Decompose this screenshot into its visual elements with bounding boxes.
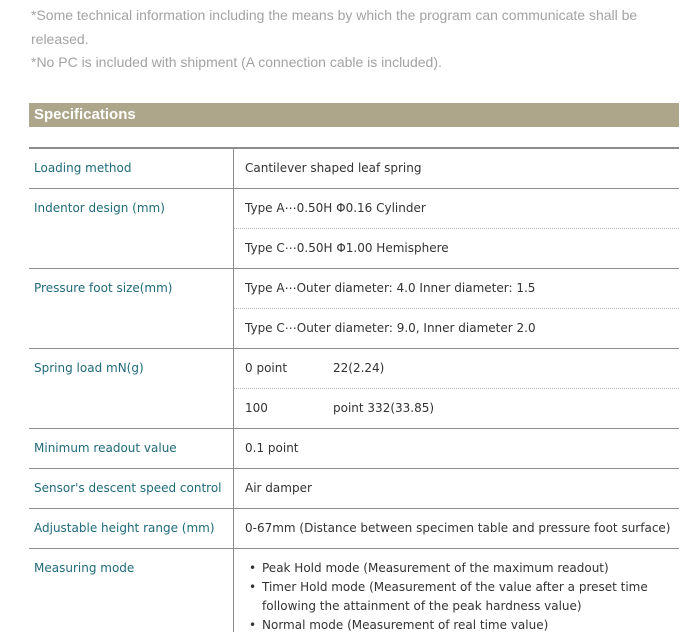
note-technical-info: *Some technical information including the means by which the program can communicate shall be released. <box>31 7 638 47</box>
spec-label: Loading method <box>29 148 234 189</box>
spec-label: Minimum readout value <box>29 429 234 469</box>
specifications-table <box>29 147 679 632</box>
spec-value: Type C⋯0.50H Φ1.00 Hemisphere <box>234 229 680 269</box>
spring-load-point: 100 <box>245 401 268 415</box>
spring-load-value: 22(2.24) <box>333 361 385 375</box>
spec-label: Adjustable height range (mm) <box>29 509 234 549</box>
spec-row-measuring-mode <box>29 549 679 632</box>
measuring-mode-list <box>245 559 679 632</box>
spec-label: Indentor design (mm) <box>29 189 234 269</box>
list-item: • Normal mode (Measurement of real time value) <box>245 616 679 632</box>
spring-load-value: point 332(33.85) <box>333 401 435 415</box>
spec-row-loading-method <box>29 148 679 189</box>
specifications-header: Specifications <box>29 103 679 127</box>
spec-row-spring-load <box>29 349 679 389</box>
note-no-pc: *No PC is included with shipment (A connection cable is included). <box>31 54 442 70</box>
list-item: • Peak Hold mode (Measurement of the maximum readout) <box>245 559 679 578</box>
spec-value: Type C⋯Outer diameter: 9.0, Inner diameter 2.0 <box>234 309 680 349</box>
spec-row-min-readout <box>29 429 679 469</box>
spec-label: Spring load mN(g) <box>29 349 234 429</box>
spec-row-pressure-foot <box>29 269 679 309</box>
spec-row-indentor-design <box>29 189 679 229</box>
spec-value: 0-67mm (Distance between specimen table and pressure foot surface) <box>234 509 680 549</box>
spec-value: Air damper <box>234 469 680 509</box>
spec-label: Sensor's descent speed control <box>29 469 234 509</box>
spec-value <box>234 549 680 632</box>
spec-value: Type A⋯Outer diameter: 4.0 Inner diameter: 1.5 <box>234 269 680 309</box>
spring-load-point: 0 point <box>245 361 288 375</box>
spec-label: Pressure foot size(mm) <box>29 269 234 349</box>
spec-row-descent-speed <box>29 469 679 509</box>
spec-value: Type A⋯0.50H Φ0.16 Cylinder <box>234 189 680 229</box>
spec-value <box>234 389 680 429</box>
list-item: • Timer Hold mode (Measurement of the value after a preset time following the attainment of the peak hardness value) <box>245 578 679 616</box>
spec-value: Cantilever shaped leaf spring <box>234 148 680 189</box>
spec-row-height-range <box>29 509 679 549</box>
spec-label: Measuring mode <box>29 549 234 632</box>
shipment-notes <box>31 4 681 75</box>
spec-value: 0.1 point <box>234 429 680 469</box>
spec-value <box>234 349 680 389</box>
